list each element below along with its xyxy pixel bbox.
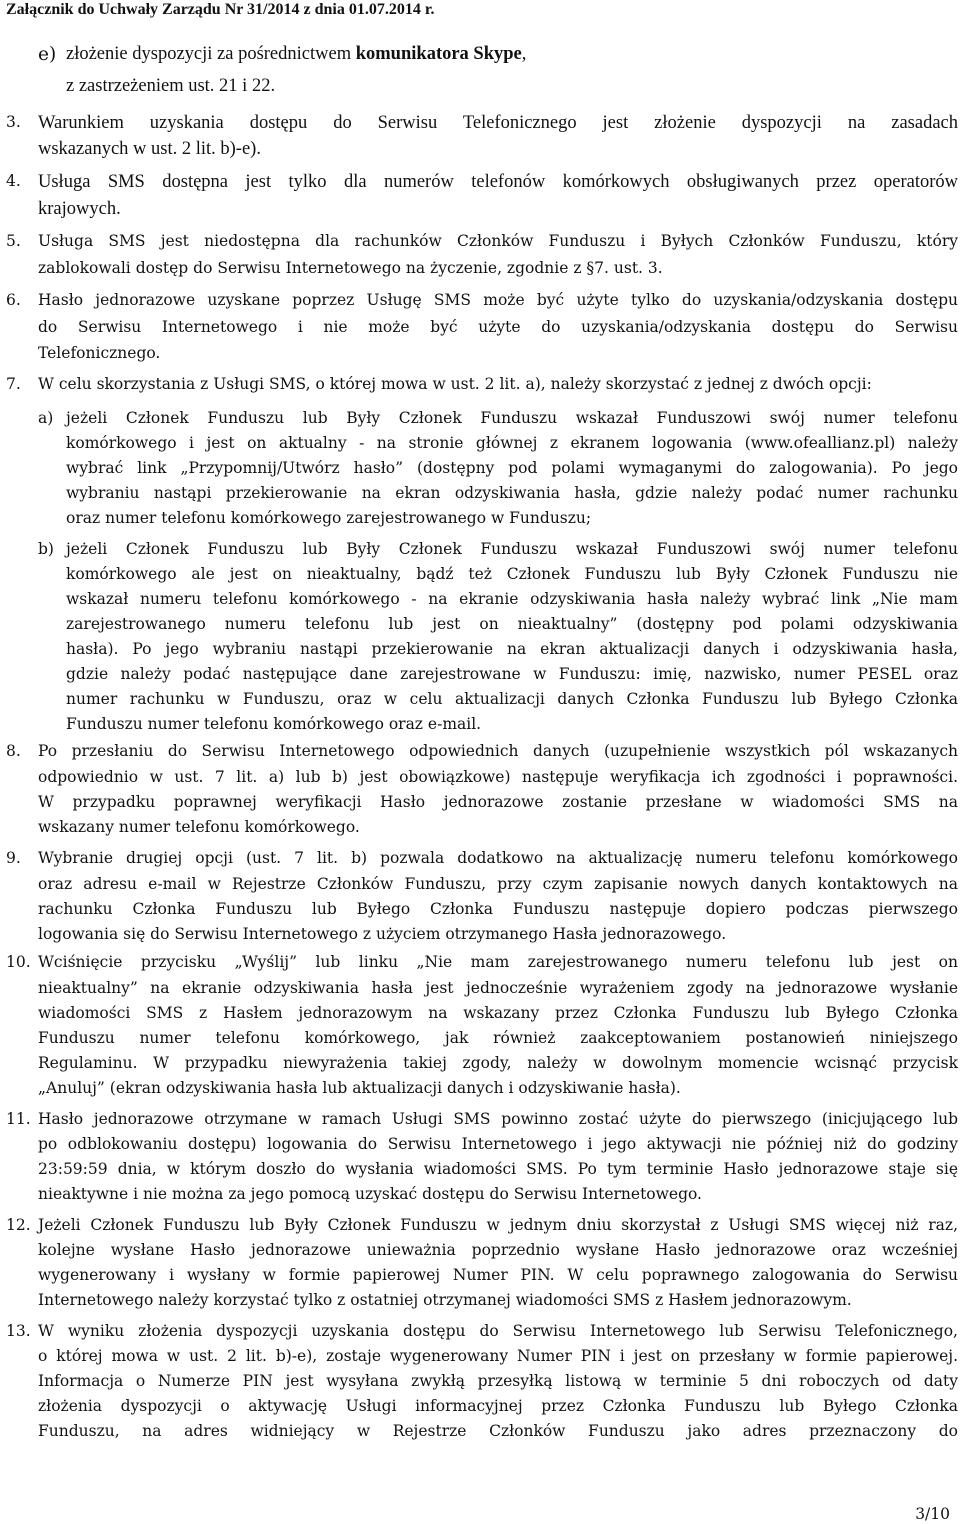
item-number: a) — [38, 409, 54, 427]
item-text-line: odpowiednio w ust. 7 lit. a) lub b) jest obowiązkowe) następuje weryfikacja ich zgodności i poprawności. — [38, 768, 958, 786]
item-text-line: Hasło jednorazowe uzyskane poprzez Usługę SMS może być użyte tylko do uzyskania/odzyskania dostępu — [38, 291, 958, 309]
item-text-line: wiadomości SMS z Hasłem jednorazowym na wskazany przez Członka Funduszu lub Byłego Członka — [38, 1004, 958, 1022]
item-text-line: wskazany numer telefonu komórkowego. — [38, 818, 360, 836]
page-number: 3/10 — [915, 1505, 950, 1523]
item-number: 10. — [6, 953, 31, 971]
item-text-line: po odblokowaniu dostępu) logowania do Serwisu Internetowego i jego aktywacji nie później niż do godziny — [38, 1135, 958, 1153]
item-text-line: Funduszu, na adres widniejący w Rejestrze Członków Funduszu jako adres przeznaczony do — [38, 1422, 958, 1440]
item-text-line: o której mowa w ust. 2 lit. b)-e), zostaje wygenerowany Numer PIN i jest on przesłany w formie papierowej. — [38, 1347, 958, 1365]
item-number: 7. — [6, 375, 21, 393]
item-text-line: wybraniu nastąpi przekierowanie na ekran odzyskiwania hasła, gdzie należy podać numer rachunku — [66, 484, 958, 502]
item-text-line: Regulaminu. W przypadku niewyrażenia takiej zgody, należy w dowolnym momencie wcisnąć przycisk — [38, 1054, 958, 1072]
item-text-line: Wciśnięcie przycisku „Wyślij” lub linku „Nie mam zarejestrowanego numeru telefonu lub jest on — [38, 953, 958, 971]
item-text-line: gdzie należy podać następujące dane zarejestrowane w Funduszu: imię, nazwisko, numer PESEL oraz — [66, 665, 958, 683]
item-text-line: do Serwisu Internetowego i nie może być użyte do uzyskania/odzyskania dostępu do Serwisu — [38, 318, 958, 336]
item-e-comma: , — [521, 44, 527, 64]
item-number: 11. — [6, 1110, 31, 1128]
item-text-line: Usługa SMS jest niedostępna dla rachunków Członków Funduszu i Byłych Członków Funduszu, który — [38, 232, 958, 250]
item-text-line: komórkowego i jest on aktualny - na stronie głównej z ekranem logowania (www.ofeallianz.pl) należy — [66, 434, 958, 452]
item-number: 5. — [6, 232, 21, 250]
item-text-line: Warunkiem uzyskania dostępu do Serwisu Telefonicznego jest złożenie dyspozycji na zasadach — [38, 113, 958, 133]
item-text-line: komórkowego ale jest on nieaktualny, bądź też Członek Funduszu lub Były Członek Funduszu nie — [66, 565, 958, 583]
item-text-line: kolejne wysłane Hasło jednorazowe unieważnia poprzednio wysłane Hasło jednorazowe oraz wcześniej — [38, 1241, 958, 1259]
item-e-line-2: z zastrzeżeniem ust. 21 i 22. — [66, 76, 276, 96]
item-e-line-1 — [66, 44, 526, 65]
item-text-line: wskazał numeru telefonu komórkowego - na ekranie odzyskiwania hasła należy wybrać link „Nie mam — [66, 590, 958, 608]
item-text-line: krajowych. — [38, 199, 121, 219]
item-text-line: „Anuluj” (ekran odzyskiwania hasła lub aktualizacji danych i odzyskiwanie hasła). — [38, 1079, 681, 1097]
item-text-line: wskazanych w ust. 2 lit. b)-e). — [38, 139, 261, 159]
item-text-line: Telefonicznego. — [38, 344, 161, 362]
item-text-line: Hasło jednorazowe otrzymane w ramach Usługi SMS powinno zostać użyte do pierwszego (inicjującego lub — [38, 1110, 958, 1128]
item-text-line: W przypadku poprawnej weryfikacji Hasło jednorazowe zostanie przesłane w wiadomości SMS na — [38, 793, 958, 811]
item-text-line: jeżeli Członek Funduszu lub Były Członek Funduszu wskazał Funduszowi swój numer telefonu — [66, 540, 958, 558]
item-number: 13. — [6, 1322, 31, 1340]
item-number: 9. — [6, 849, 21, 867]
item-text-line: Wybranie drugiej opcji (ust. 7 lit. b) pozwala dodatkowo na aktualizację numeru telefonu komórkowego — [38, 849, 958, 867]
item-text-line: zarejestrowanego numeru telefonu lub jest on nieaktualny” (dostępny pod polami odzyskiwania — [66, 615, 958, 633]
item-number: 3. — [6, 113, 21, 131]
skype-bold-text: komunikatora Skype — [355, 44, 522, 64]
item-text-line: 23:59:59 dnia, w którym doszło do wysłania wiadomości SMS. Po tym terminie Hasło jednorazowe staje się — [38, 1160, 958, 1178]
item-e-text: złożenie dyspozycji za pośrednictwem — [66, 44, 356, 64]
item-text-line: numer rachunku w Funduszu, oraz w celu aktualizacji danych Członka Funduszu lub Byłego Członka — [66, 690, 958, 708]
item-text-line: wybrać link „Przypomnij/Utwórz hasło” (dostępny pod polami wymaganymi do zalogowania). Po jego — [66, 459, 958, 477]
item-text-line: Po przesłaniu do Serwisu Internetowego odpowiednich danych (uzupełnienie wszystkich pól wskazanych — [38, 742, 958, 760]
item-text-line: złożenia dyspozycji o aktywację Usługi informacyjnej przez Członka Funduszu lub Byłego Członka — [38, 1397, 958, 1415]
item-text-line: oraz numer telefonu komórkowego zarejestrowanego w Funduszu; — [66, 509, 592, 527]
item-text-line: logowania się do Serwisu Internetowego z użyciem otrzymanego Hasła jednorazowego. — [38, 925, 727, 943]
item-number: 12. — [6, 1216, 31, 1234]
item-text-line: oraz adresu e-mail w Rejestrze Członków Funduszu, przy czym zapisanie nowych danych kontaktowych na — [38, 875, 958, 893]
item-text-line: jeżeli Członek Funduszu lub Były Członek Funduszu wskazał Funduszowi swój numer telefonu — [66, 409, 958, 427]
item-text-line: hasła). Po jego wybraniu nastąpi przekierowanie na ekran aktualizacji danych i odzyskiwania hasła, — [66, 640, 958, 658]
item-text-line: nieaktualny” na ekranie odzyskiwania hasła jest jednocześnie wyrażeniem zgody na jednorazowe wysłanie — [38, 979, 958, 997]
item-text-line: wygenerowany i wysłany w formie papierowej Numer PIN. W celu poprawnego zalogowania do Serwisu — [38, 1266, 958, 1284]
item-text-line: zablokowali dostęp do Serwisu Internetowego na życzenie, zgodnie z §7. ust. 3. — [38, 259, 663, 277]
item-text-line: W celu skorzystania z Usługi SMS, o której mowa w ust. 2 lit. a), należy skorzystać z jednej z dwóch opcji: — [38, 375, 872, 393]
item-text-line: Funduszu numer telefonu komórkowego oraz e-mail. — [66, 715, 482, 733]
item-number: 4. — [6, 172, 21, 190]
item-number: 8. — [6, 742, 21, 760]
item-text-line: Informacja o Numerze PIN jest wysyłana zwykłą przesyłką listową w terminie 5 dni roboczych od daty — [38, 1372, 958, 1390]
item-e-label: e) — [38, 44, 57, 65]
item-number: b) — [38, 540, 54, 558]
item-text-line: nieaktywne i nie można za jego pomocą uzyskać dostępu do Serwisu Internetowego. — [38, 1185, 702, 1203]
item-text-line: rachunku Członka Funduszu lub Byłego Członka Funduszu następuje dopiero podczas pierwszego — [38, 900, 958, 918]
page-header-title: Załącznik do Uchwały Zarządu Nr 31/2014 z dnia 01.07.2014 r. — [6, 1, 435, 18]
item-text-line: Jeżeli Członek Funduszu lub Były Członek Funduszu w jednym dniu skorzystał z Usługi SMS więcej niż raz, — [38, 1216, 958, 1234]
item-text-line: Internetowego należy korzystać tylko z ostatniej otrzymanej wiadomości SMS z Hasłem jednorazowym. — [38, 1291, 852, 1309]
item-text-line: Funduszu numer telefonu komórkowego, jak również zaakceptowaniem postanowień niniejszego — [38, 1029, 958, 1047]
item-number: 6. — [6, 291, 21, 309]
item-text-line: Usługa SMS dostępna jest tylko dla numerów telefonów komórkowych obsługiwanych przez operatorów — [38, 172, 958, 192]
item-text-line: W wyniku złożenia dyspozycji uzyskania dostępu do Serwisu Internetowego lub Serwisu Telefonicznego, — [38, 1322, 958, 1340]
